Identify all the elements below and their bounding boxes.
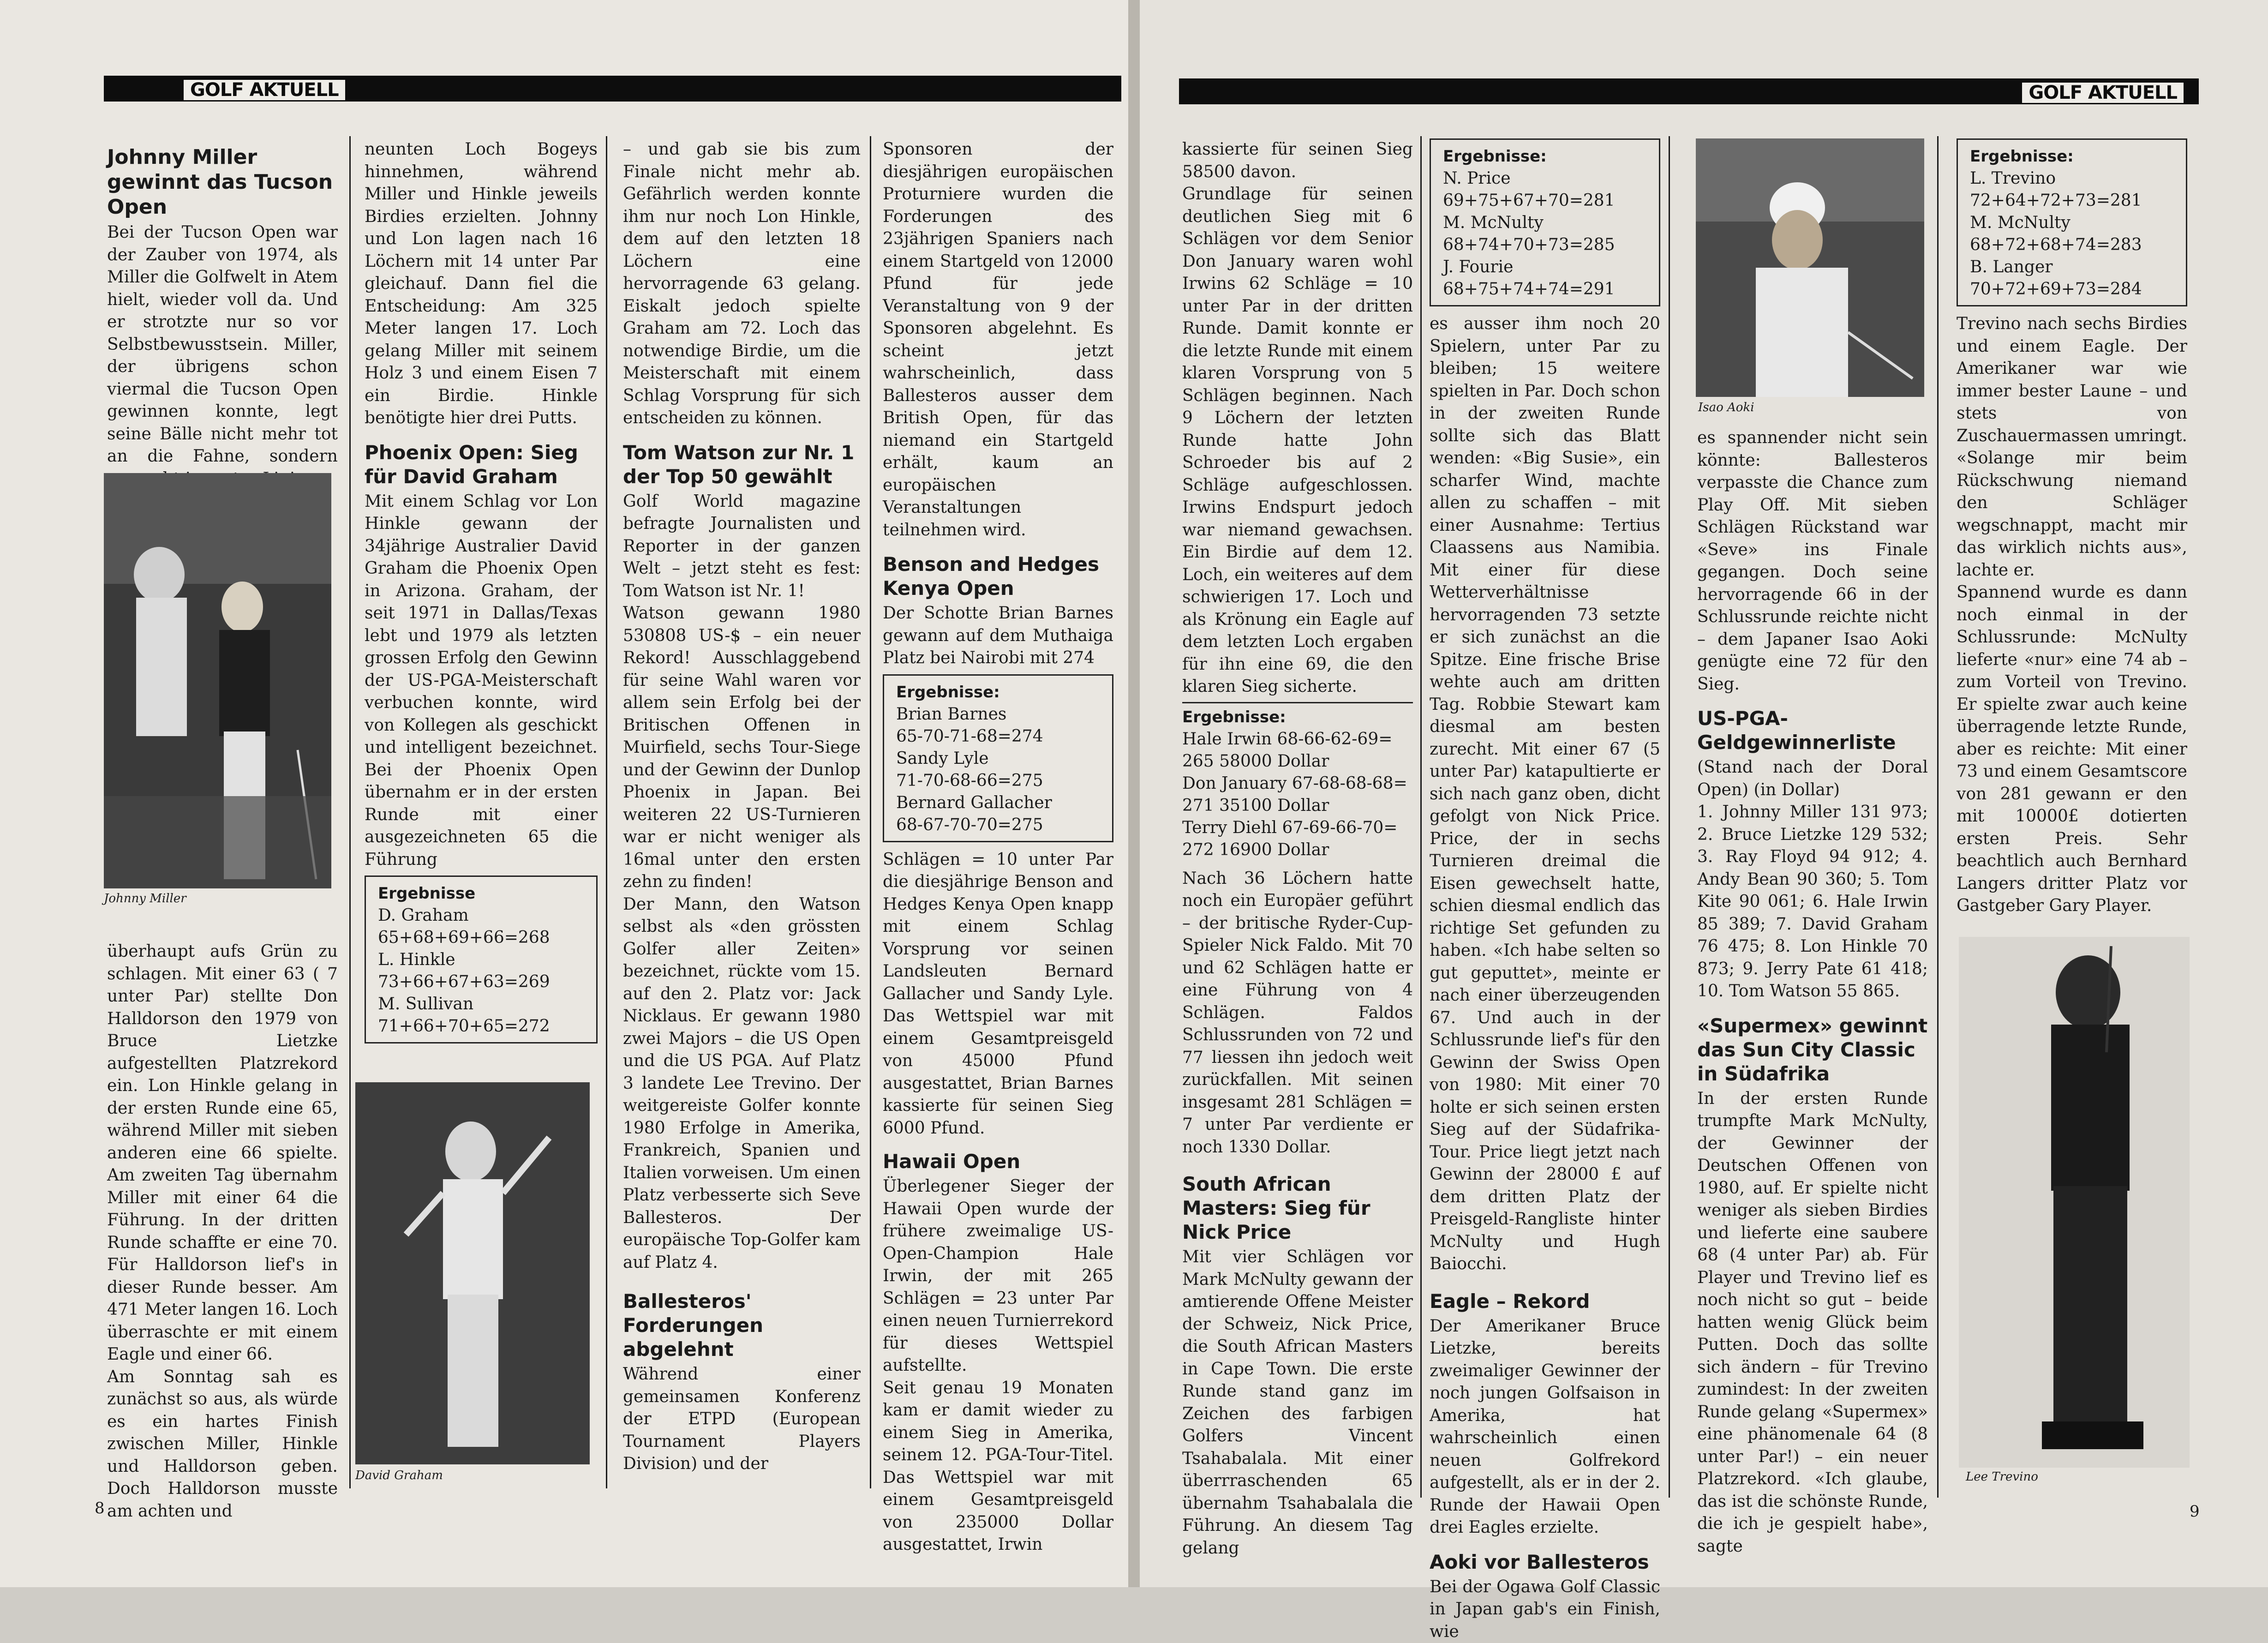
article-paragraph: neunten Loch Bogeys hinnehmen, während Miller und Hinkle jeweils Birdies erzielten. Johnny und Lon lagen nach 16 Löchern mit 14 unter Par gleichauf. Dann fiel die Entscheidung: Am 325 Meter langen 17. Loch gelang Miller mit seinem Holz 3 und einem Eisen 7 ein Birdie. Hinkle benötigte hier drei Putts. (365, 138, 598, 430)
photo-johnny-miller (104, 473, 331, 888)
article-title-us-pga: US-PGA-Geldgewinnerliste (1697, 707, 1928, 755)
article-paragraph: Spannend wurde es dann noch einmal in der Schlussrunde: McNulty lieferte «nur» eine 74 ab – zum Vorteil von Trevino. Er spielte zwar auch keine überragende letzte Runde, aber es reichte: Mit einer 73 und einem Gesamtscore von 281 gewann er den mit 10000£ dotierten ersten Preis. Sehr beachtlich auch Bernhard Langers dritter Platz vor Gastgeber Gary Player. (1957, 582, 2187, 917)
section-header-bar (1179, 78, 2199, 104)
result-line: 73+66+67+63=269 (378, 971, 584, 993)
article-column-1 (107, 138, 338, 490)
result-line: Sandy Lyle (896, 748, 1100, 770)
article-title-ballesteros: Ballesteros' Forderungen abgelehnt (623, 1289, 861, 1361)
section-tag: GOLF AKTUELL (182, 78, 347, 102)
article-column-1-cont (107, 941, 338, 1523)
photo-caption: David Graham (355, 1469, 443, 1482)
article-paragraph: es ausser ihm noch 20 Spielern, unter Par zu bleiben; 15 weitere spielten in Par. Doch schon in der zweiten Runde sollte sich das Blatt wenden: «Big Susie», ein scharfer Wind, machte allen zu schaffen – mit einer Ausnahme: Tertius Claassens aus Namibia. Mit einer für diese Wetterverhältnisse hervorragenden 73 setzte er sich zunächst an die Spitze. Eine frische Brise wehte auch am dritten Tag. Robbie Stewart kam diesmal am besten zurecht. Mit einer 67 (5 unter Par) katapultierte er sich nach ganz oben, dicht gefolgt von Nick Price. Price, der in sechs Turnieren dreimal die Eisen gewechselt hatte, schien diesmal endlich das richtige Set gefunden zu haben. «Ich habe selten so gut geputtet», meinte er nach einer überzeugenden 67. Und auch in der Schlussrunde lief's für den Gewinn der Swiss Open von 1980: Mit einer 70 holte er sich seinen ersten Sieg auf der Südafrika-Tour. Price liegt jetzt nach Gewinn der 28000 £ auf dem dritten Platz der Preisgeld-Rangliste hinter McNulty und Hugh Baiocchi. (1430, 313, 1660, 1276)
column-divider (1669, 136, 1670, 1498)
result-line: J. Fourie (1443, 256, 1647, 278)
article-paragraph: Grundlage für seinen deutlichen Sieg mit 6 Schlägen vor dem Senior Don January waren wohl Irwins 62 Schläge = 10 unter Par in der dritten Runde. Damit konnte er die letzte Runde mit einem klaren Vorsprung von 5 Schlägen beginnen. Nach 9 Löchern der letzten Runde hatte John Schroeder bis auf 2 Schläge aufgeschlossen. Irwins Endspurt jedoch war niemand gewachsen. Ein Birdie auf dem 12. Loch, ein weiteres auf dem schwierigen 17. Loch und als Krönung ein Eagle auf dem letzten Loch ergaben für ihn eine 69, die den klaren Sieg sicherte. (1182, 183, 1413, 698)
photo-image (355, 1082, 590, 1464)
article-column-3 (623, 138, 861, 1475)
result-line: 65-70-71-68=274 (896, 726, 1100, 748)
article-column-2 (1430, 138, 1660, 1643)
results-box-south-african (1430, 138, 1660, 306)
result-line: 68-67-70-70=275 (896, 814, 1100, 836)
results-title: Ergebnisse: (896, 681, 1100, 703)
result-line: D. Graham (378, 905, 584, 927)
article-column-1 (1182, 138, 1413, 1559)
article-paragraph: Mit vier Schlägen vor Mark McNulty gewann der amtierende Offene Meister der Schweiz, Nick Price, die South African Masters in Cape Town. Die erste Runde stand ganz im Zeichen des farbigen Golfers Vincent Tsahabalala. Mit einer überrraschenden 65 übernahm Tsahabalala die Führung. An diesem Tag gelang (1182, 1246, 1413, 1559)
result-line: 70+72+69+73=284 (1970, 278, 2174, 300)
photo-image (1959, 937, 2190, 1468)
result-line: L. Trevino (1970, 168, 2174, 190)
photo-image (104, 473, 331, 888)
result-line: 272 16900 Dollar (1182, 839, 1413, 861)
result-line: 65+68+69+66=268 (378, 927, 584, 949)
result-line: Bernard Gallacher (896, 792, 1100, 814)
results-box-kenya (883, 674, 1113, 842)
result-line: L. Hinkle (378, 949, 584, 971)
section-tag: GOLF AKTUELL (2021, 81, 2185, 104)
result-line: 71+66+70+65=272 (378, 1015, 584, 1037)
article-paragraph: (Stand nach der Doral Open) (in Dollar) (1697, 756, 1928, 801)
article-title-kenya: Benson and Hedges Kenya Open (883, 552, 1113, 600)
right-page (1140, 0, 2268, 1587)
page-number: 8 (95, 1499, 105, 1517)
results-title: Ergebnisse (378, 882, 584, 905)
article-paragraph: 1. Johnny Miller 131 973; 2. Bruce Lietzke 129 532; 3. Ray Floyd 94 912; 4. Andy Bean 90 360; 5. Tom Kite 90 061; 6. Hale Irwin 85 389; 7. David Graham 76 475; 8. Lon Hinkle 70 873; 9. Jerry Pate 61 418; 10. Tom Watson 55 865. (1697, 801, 1928, 1003)
results-title: Ergebnisse: (1182, 706, 1413, 728)
article-column-3 (1697, 427, 1928, 1558)
results-title: Ergebnisse: (1970, 145, 2174, 168)
result-line: 69+75+67+70=281 (1443, 190, 1647, 212)
column-divider (1937, 136, 1939, 1498)
article-paragraph: In der ersten Runde trumpfte Mark McNulty, der Gewinner der Deutschen Offenen von 1980, auf. Er spielte nicht weniger als sieben Birdies und lieferte eine saubere 68 (4 unter Par) ab. Für Player und Trevino lief es noch nicht so gut – beide hatten wenig Glück beim Putten. Doch das sollte sich ändern – für Trevino zumindest: In der zweiten Runde gelang «Supermex» eine phänomenale 64 (8 unter Par!) – ein neuer Platzrekord. «Ich glaube, das ist die schönste Runde, die ich je gespielt habe», sagte (1697, 1088, 1928, 1558)
results-box-sun-city (1957, 138, 2187, 306)
result-line: Hale Irwin 68-66-62-69= (1182, 728, 1413, 750)
article-paragraph: Nach 36 Löchern hatte noch ein Europäer geführt – der britische Ryder-Cup-Spieler Nick Faldo. Mit 70 und 62 Schlägen hatte er eine Führung von 4 Schlägen. Faldos Schlussrunden von 72 und 77 liessen ihn jedoch weit zurückfallen. Mit seinen insgesamt 281 Schlägen = 7 unter Par verdiente er noch 1330 Dollar. (1182, 868, 1413, 1159)
article-paragraph: überhaupt aufs Grün zu schlagen. Mit einer 63 ( 7 unter Par) stellte Don Halldorson den 1979 von Bruce Lietzke aufgestellten Platzrekord ein. Lon Hinkle gelang in der ersten Runde eine 65, während Miller mit sieben anderen eine 66 spielte. Am zweiten Tag übernahm Miller mit einer 64 die Führung. In der dritten Runde schaffte er eine 70. Für Halldorson lief's in dieser Runde besser. Am 471 Meter langen 16. Loch überraschte er mit einem Eagle und einer 66. (107, 941, 338, 1366)
article-title-miller: Johnny Miller gewinnt das Tucson Open (107, 145, 338, 220)
article-paragraph: Schlägen = 10 unter Par die diesjährige Benson and Hedges Kenya Open knapp mit einem Schlag Vorsprung vor seinen Landsleuten Bernard Gallacher und Sandy Lyle. Das Wettspiel war mit einem Gesamtpreisgeld von 45000 Pfund ausgestattet, Brian Barnes kassierte für seinen Sieg 6000 Pfund. (883, 849, 1113, 1140)
article-paragraph: Seit genau 19 Monaten kam er damit wieder zu einem Sieg in Amerika, seinem 12. PGA-Tour-Titel. Das Wettspiel war mit einem Gesamtpreisgeld von 235000 Dollar ausgestattet, Irwin (883, 1377, 1113, 1556)
article-column-4 (883, 138, 1113, 1556)
page-number: 9 (2190, 1502, 2200, 1521)
result-line: 271 35100 Dollar (1182, 795, 1413, 817)
article-title-hawaii: Hawaii Open (883, 1150, 1113, 1174)
article-paragraph: Trevino nach sechs Birdies und einem Eagle. Der Amerikaner war wie immer bester Laune – und stets von Zuschauermassen umringt. «Solange mir beim Rückschwung niemand den Schläger wegschnappt, macht mir das wirklich nichts aus», lachte er. (1957, 313, 2187, 582)
article-title-aoki: Aoki vor Ballesteros (1430, 1550, 1660, 1574)
article-paragraph: Der Schotte Brian Barnes gewann auf dem Muthaiga Platz bei Nairobi mit 274 (883, 602, 1113, 670)
article-title-graham: Phoenix Open: Sieg für David Graham (365, 441, 598, 489)
article-title-watson: Tom Watson zur Nr. 1 der Top 50 gewählt (623, 441, 861, 489)
result-line: 265 58000 Dollar (1182, 750, 1413, 773)
result-line: B. Langer (1970, 256, 2174, 278)
article-column-2 (365, 138, 598, 1050)
result-line: M. McNulty (1443, 212, 1647, 234)
article-paragraph: Golf World magazine befragte Journalisten und Reporter in der ganzen Welt – jetzt steht es fest: Tom Watson ist Nr. 1! (623, 491, 861, 603)
result-line: Brian Barnes (896, 703, 1100, 726)
result-line: 68+72+68+74=283 (1970, 234, 2174, 256)
result-line: 71-70-68-66=275 (896, 770, 1100, 792)
result-line: N. Price (1443, 168, 1647, 190)
article-paragraph: Watson gewann 1980 530808 US-$ – ein neuer Rekord! Ausschlaggebend für seine Wahl waren vor allem sein Erfolg bei der Britischen Offenen in Muirfield, sechs Tour-Siege und der Gewinn der Dunlop Phoenix in Japan. Bei weiteren 22 US-Turnieren war er nicht weniger als 16mal unter den ersten zehn zu finden! (623, 602, 861, 893)
results-box-phoenix (365, 875, 598, 1043)
results-title: Ergebnisse: (1443, 145, 1647, 168)
photo-caption: Lee Trevino (1966, 1470, 2038, 1484)
result-line: 72+64+72+73=281 (1970, 190, 2174, 212)
article-paragraph: kassierte für seinen Sieg 58500 davon. (1182, 138, 1413, 183)
left-page (0, 0, 1128, 1587)
result-line: Terry Diehl 67-69-66-70= (1182, 817, 1413, 839)
article-paragraph: es spannender nicht sein könnte: Ballesteros verpasste die Chance zum Play Off. Mit sieben Schlägen Rückstand war «Seve» ins Finale gegangen. Doch seine hervorragende 66 in der Schlussrunde reichte nicht – dem Japaner Isao Aoki genügte eine 72 für den Sieg. (1697, 427, 1928, 696)
article-paragraph: Sponsoren der diesjährigen europäischen Proturniere wurden die Forderungen des 23jährigen Spaniers nach einem Startgeld von 12000 Pfund für jede Veranstaltung von 9 der Sponsoren abgelehnt. Es scheint jetzt wahrscheinlich, dass Ballesteros ausser dem British Open, für das niemand ein Startgeld erhält, kaum an europäischen Veranstaltungen teilnehmen wird. (883, 138, 1113, 541)
result-line: M. Sullivan (378, 993, 584, 1015)
article-title-eagle: Eagle – Rekord (1430, 1289, 1660, 1313)
photo-caption: Isao Aoki (1698, 401, 1754, 414)
photo-isao-aoki (1696, 138, 1924, 397)
article-paragraph: Am Sonntag sah es zunächst so aus, als würde es ein hartes Finish zwischen Miller, Hinkle und Halldorson geben. Doch Halldorson musste am achten und (107, 1366, 338, 1523)
article-column-4 (1957, 138, 2187, 917)
section-header-bar (104, 76, 1121, 102)
column-divider (1420, 136, 1422, 1498)
article-paragraph: Überlegener Sieger der Hawaii Open wurde der frühere zweimalige US-Open-Champion Hale Irwin, der mit 265 Schlägen = 23 unter Par einen neuen Turnierrekord für dieses Wettspiel aufstellte. (883, 1175, 1113, 1377)
photo-david-graham (355, 1082, 590, 1464)
page-gutter (1128, 0, 1140, 1587)
article-paragraph: Mit einem Schlag vor Lon Hinkle gewann der 34jährige Australier David Graham die Phoenix Open in Arizona. Graham, der seit 1971 in Dallas/Texas lebt und 1979 als letzten grossen Erfolg den Gewinn der US-PGA-Meisterschaft verbuchen konnte, wird von Kollegen als geschickt und intelligent bezeichnet. Bei der Phoenix Open übernahm er in der ersten Runde mit einer ausgezeichneten 65 die Führung (365, 491, 598, 871)
article-paragraph: – und gab sie bis zum Finale nicht mehr ab. Gefährlich werden konnte ihm nur noch Lon Hinkle, dem auf den letzten 18 Löchern eine hervorragende 63 gelang. Eiskalt jedoch spielte Graham am 72. Loch das notwendige Birdie, um die Meisterschaft mit einem Schlag Vorsprung für sich entscheiden zu können. (623, 138, 861, 430)
column-divider (606, 136, 607, 1488)
article-title-south-african: South African Masters: Sieg für Nick Price (1182, 1172, 1413, 1244)
article-paragraph: Der Mann, den Watson selbst als «den grössten Golfer aller Zeiten» bezeichnet, rückte vom 15. auf den 2. Platz vor: Jack Nicklaus. Er gewann 1980 zwei Majors – die US Open und die US PGA. Auf Platz 3 landete Lee Trevino. Der weitgereiste Golfer konnte 1980 Erfolge in Amerika, Frankreich, Spanien und Italien vorweisen. Um einen Platz verbesserte sich Seve Ballesteros. Der europäische Top-Golfer kam auf Platz 4. (623, 893, 861, 1274)
results-table-hawaii (1182, 702, 1413, 861)
column-divider (349, 136, 351, 1488)
article-title-supermex: «Supermex» gewinnt das Sun City Classic in Südafrika (1697, 1014, 1928, 1086)
result-line: Don January 67-68-68-68= (1182, 773, 1413, 795)
photo-image (1696, 138, 1924, 397)
article-paragraph: Bei der Ogawa Golf Classic in Japan gab's ein Finish, wie (1430, 1576, 1660, 1643)
result-line: M. McNulty (1970, 212, 2174, 234)
result-line: 68+74+70+73=285 (1443, 234, 1647, 256)
article-paragraph: Der Amerikaner Bruce Lietzke, bereits zweimaliger Gewinner der noch jungen Golfsaison in Amerika, hat wahrscheinlich einen neuen Golfrekord aufgestellt, als er in der 2. Runde der Hawaii Open drei Eagles erzielte. (1430, 1315, 1660, 1539)
photo-lee-trevino (1959, 937, 2190, 1468)
article-paragraph: Bei der Tucson Open war der Zauber von 1974, als Miller die Golfwelt in Atem hielt, wieder voll da. Und er strotzte nur so vor Selbstbewusstsein. Miller, der übrigens schon viermal die Tucson Open gewinnen konnte, legt seine Bälle nicht mehr tot an die Fahne, sondern (107, 222, 338, 490)
column-divider (870, 136, 871, 1488)
photo-caption: Johnny Miller (104, 892, 186, 905)
article-paragraph: Während einer gemeinsamen Konferenz der ETPD (European Tournament Players Division) und der (623, 1363, 861, 1475)
result-line: 68+75+74+74=291 (1443, 278, 1647, 300)
